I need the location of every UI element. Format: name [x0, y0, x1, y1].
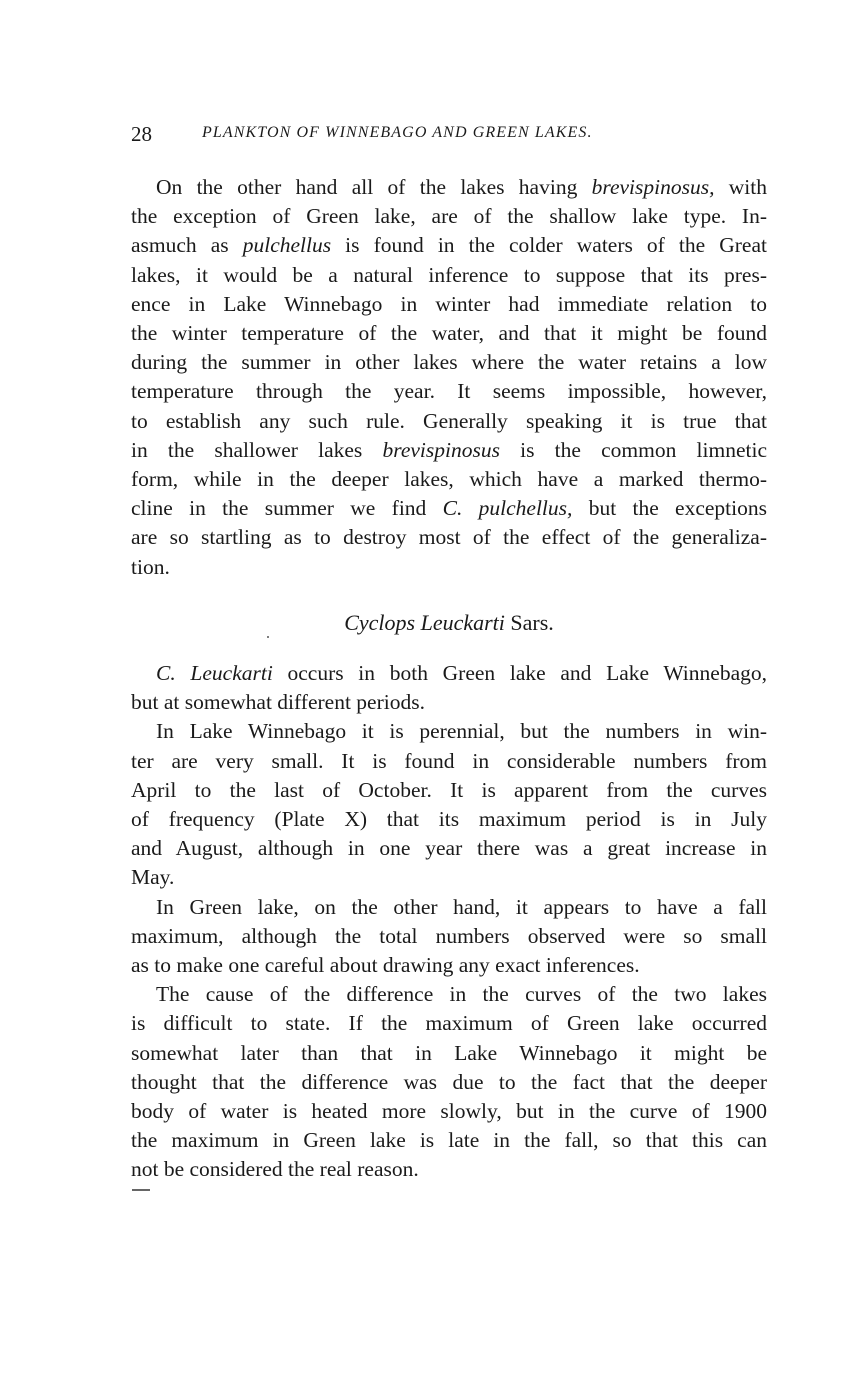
text-line: and August, although in one year there was a great increase in: [131, 836, 767, 861]
text-line: tion.: [131, 554, 170, 579]
text-line: April to the last of October. It is apparent from the curves: [131, 777, 767, 802]
page-number: 28: [131, 122, 152, 146]
text-line: thought that the difference was due to the fact that the deeper: [131, 1069, 767, 1094]
text-line: lakes, it would be a natural inference to suppose that its pres-: [131, 262, 767, 287]
text-line: temperature through the year. It seems impossible, however,: [131, 379, 767, 404]
text-line: during the summer in other lakes where the water retains a low: [131, 350, 767, 375]
text-line: to establish any such rule. Generally speaking it is true that: [131, 408, 767, 433]
paragraph: [131, 893, 767, 922]
paragraph: [131, 980, 767, 1009]
text-line: in the shallower lakes brevispinosus is the common limnetic: [131, 437, 767, 462]
print-speck: [267, 636, 269, 638]
text-line: cline in the summer we find C. pulchellus, but the exceptions: [131, 496, 768, 521]
paragraph-brevispinosus: [131, 173, 767, 582]
text-line: The cause of the difference in the curves of the two lakes: [156, 982, 767, 1007]
species-name: C. Leuckarti: [156, 661, 273, 685]
text-line: the maximum in Green lake is late in the fall, so that this can: [131, 1128, 767, 1153]
paragraph: [131, 173, 767, 202]
text-line: maximum, although the total numbers observed were so small: [131, 923, 767, 948]
page-header: [131, 122, 771, 152]
paragraph: [131, 659, 767, 688]
text-line: not be considered the real reason.: [131, 1157, 419, 1182]
text-line: of frequency (Plate X) that its maximum period is in July: [131, 807, 767, 832]
paragraphs-leuckarti: [131, 659, 767, 1185]
species-name: pulchellus: [242, 233, 332, 258]
paragraph: [131, 717, 767, 746]
text-line: as to make one careful about drawing any exact inferences.: [131, 953, 640, 978]
text-line: May.: [131, 865, 175, 890]
species-name: brevispinosus,: [591, 175, 715, 199]
text-line: are so startling as to destroy most of the effect of the generaliza-: [131, 525, 767, 550]
text-line: but at somewhat different periods.: [131, 690, 425, 715]
text-line: asmuch as pulchellus is found in the colder waters of the Great: [131, 233, 767, 258]
text-line: is difficult to state. If the maximum of Green lake occurred: [131, 1011, 767, 1036]
heading-species: Cyclops Leuckarti: [344, 610, 505, 635]
text-line: On the other hand all of the lakes having brevispinosus, with: [156, 175, 767, 199]
print-mark: [132, 1189, 150, 1191]
text-line: body of water is heated more slowly, but in the curve of 1900: [131, 1099, 767, 1124]
text-line: somewhat later than that in Lake Winnebago it might be: [131, 1040, 767, 1065]
text-line: C. Leuckarti occurs in both Green lake and Lake Winnebago,: [156, 661, 767, 685]
running-title: PLANKTON OF WINNEBAGO AND GREEN LAKES.: [202, 124, 593, 141]
text-line: ter are very small. It is found in considerable numbers from: [131, 748, 767, 773]
text-line: the winter temperature of the water, and that it might be found: [131, 321, 767, 346]
text-line: In Lake Winnebago it is perennial, but the numbers in win-: [156, 719, 767, 744]
text-line: In Green lake, on the other hand, it appears to have a fall: [156, 894, 767, 919]
text-line: ence in Lake Winnebago in winter had immediate relation to: [131, 291, 767, 316]
section-heading: [131, 610, 767, 636]
heading-author: Sars.: [504, 610, 554, 635]
species-name: brevispinosus: [382, 437, 500, 462]
text-line: the exception of Green lake, are of the shallow lake type. In-: [131, 204, 767, 229]
species-name: C. pulchellus,: [442, 496, 573, 521]
text-line: form, while in the deeper lakes, which have a marked thermo-: [131, 467, 767, 492]
